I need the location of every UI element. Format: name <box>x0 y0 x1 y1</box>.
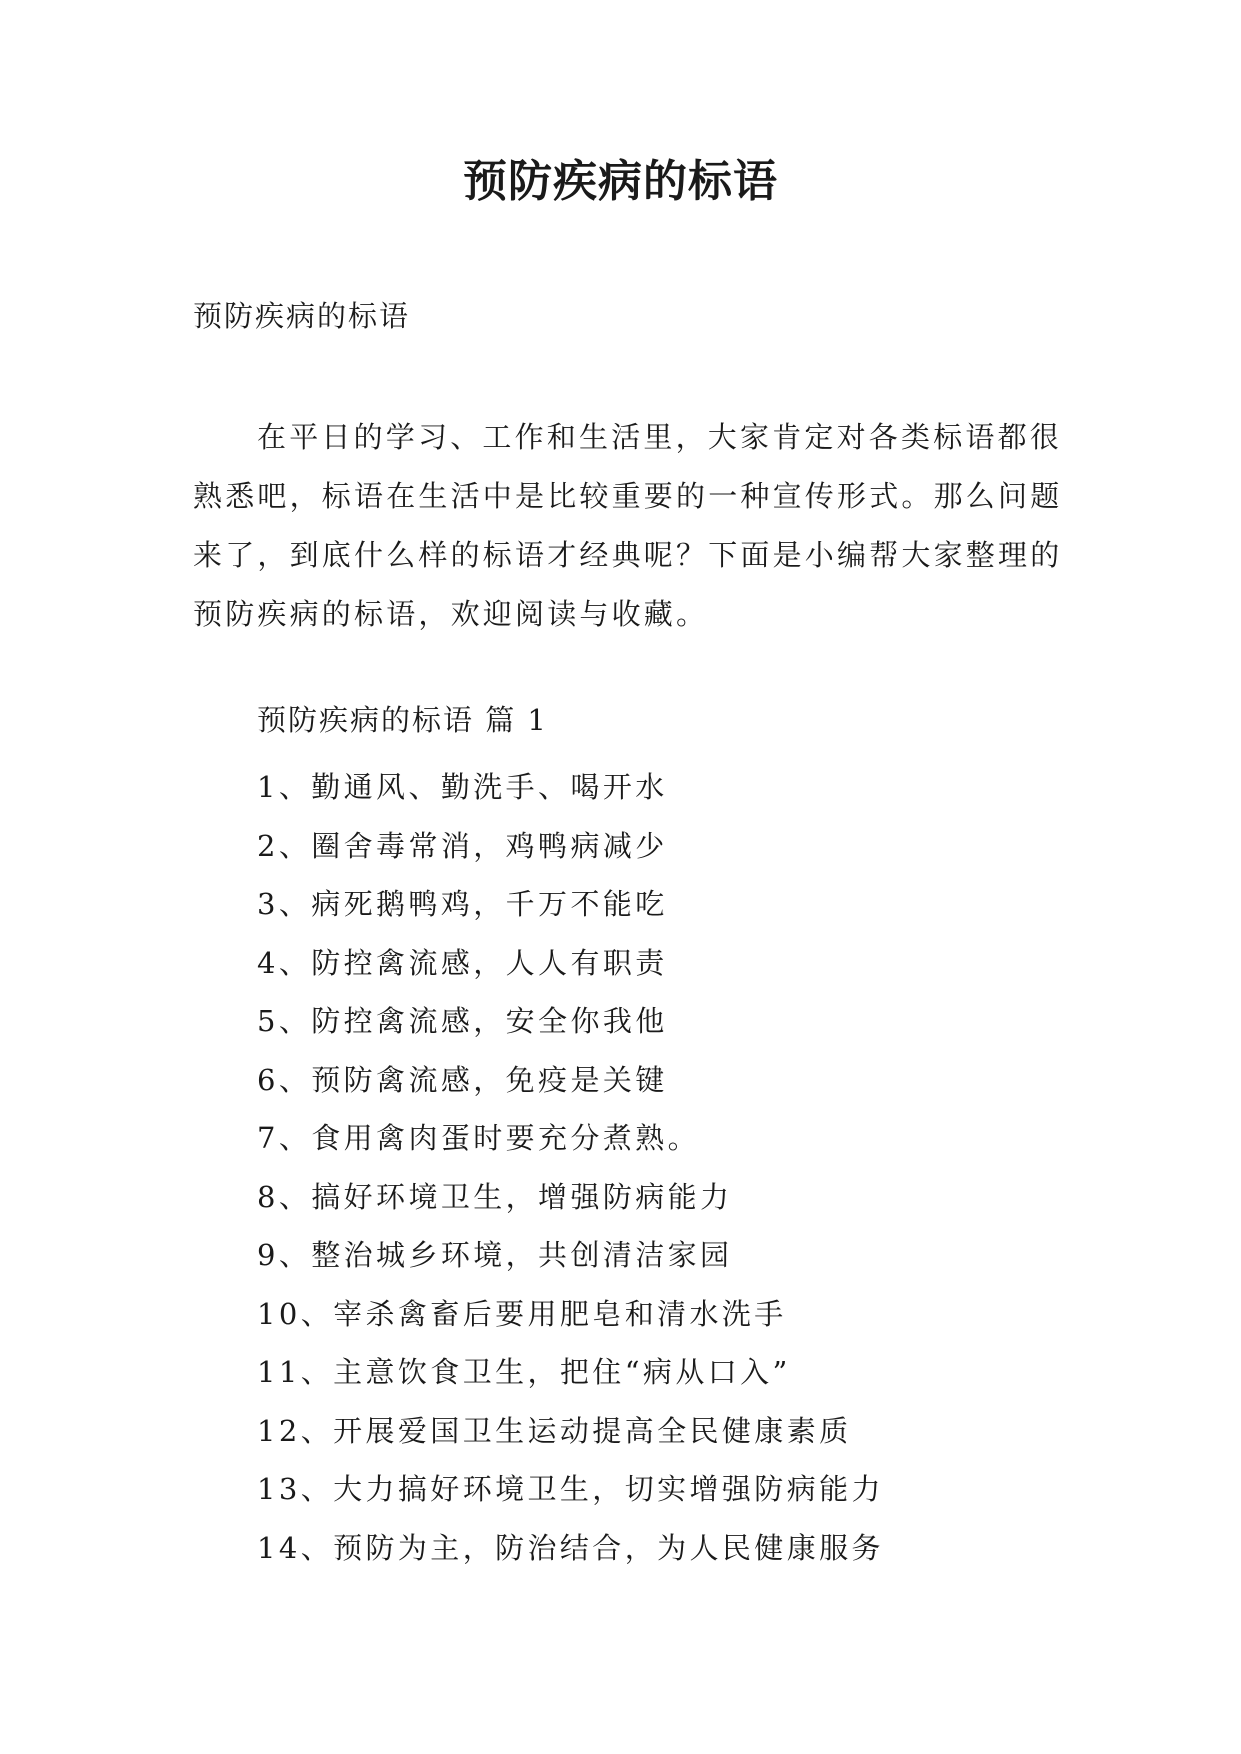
slogan-item: 11、主意饮食卫生，把住“病从口入” <box>257 1355 791 1389</box>
slogan-item: 10、宰杀禽畜后要用肥皂和清水洗手 <box>257 1296 787 1331</box>
slogan-item: 2、圈舍毒常消，鸡鸭病减少 <box>257 828 668 863</box>
slogan-item: 9、整治城乡环境，共创清洁家园 <box>257 1238 733 1272</box>
slogan-item: 5、防控禽流感，安全你我他 <box>257 1004 668 1038</box>
document-subtitle: 预防疾病的标语 <box>193 299 411 333</box>
slogan-item: 1、勤通风、勤洗手、喝开水 <box>257 770 668 804</box>
slogan-item: 8、搞好环境卫生，增强防病能力 <box>257 1179 733 1214</box>
slogan-item: 13、大力搞好环境卫生，切实增强防病能力 <box>257 1472 884 1506</box>
slogan-item: 6、预防禽流感，免疫是关键 <box>257 1062 668 1097</box>
slogan-item: 12、开展爱国卫生运动提高全民健康素质 <box>257 1413 852 1448</box>
document-title: 预防疾病的标语 <box>463 156 778 207</box>
intro-paragraph: 在平日的学习、工作和生活里，大家肯定对各类标语都很熟悉吧，标语在生活中是比较重要的一种宣传形式。那么问题来了，到底什么样的标语才经典呢？下面是小编帮大家整理的预防疾病的标语，欢迎阅读与收藏。 <box>193 420 1063 631</box>
slogan-list <box>257 758 884 1577</box>
section-title: 预防疾病的标语 篇 1 <box>257 703 548 737</box>
slogan-item: 14、预防为主，防治结合，为人民健康服务 <box>257 1530 884 1565</box>
slogan-item: 7、食用禽肉蛋时要充分煮熟。 <box>257 1121 701 1155</box>
slogan-item: 4、防控禽流感，人人有职责 <box>257 945 668 980</box>
slogan-item: 3、病死鹅鸭鸡，千万不能吃 <box>257 887 668 921</box>
